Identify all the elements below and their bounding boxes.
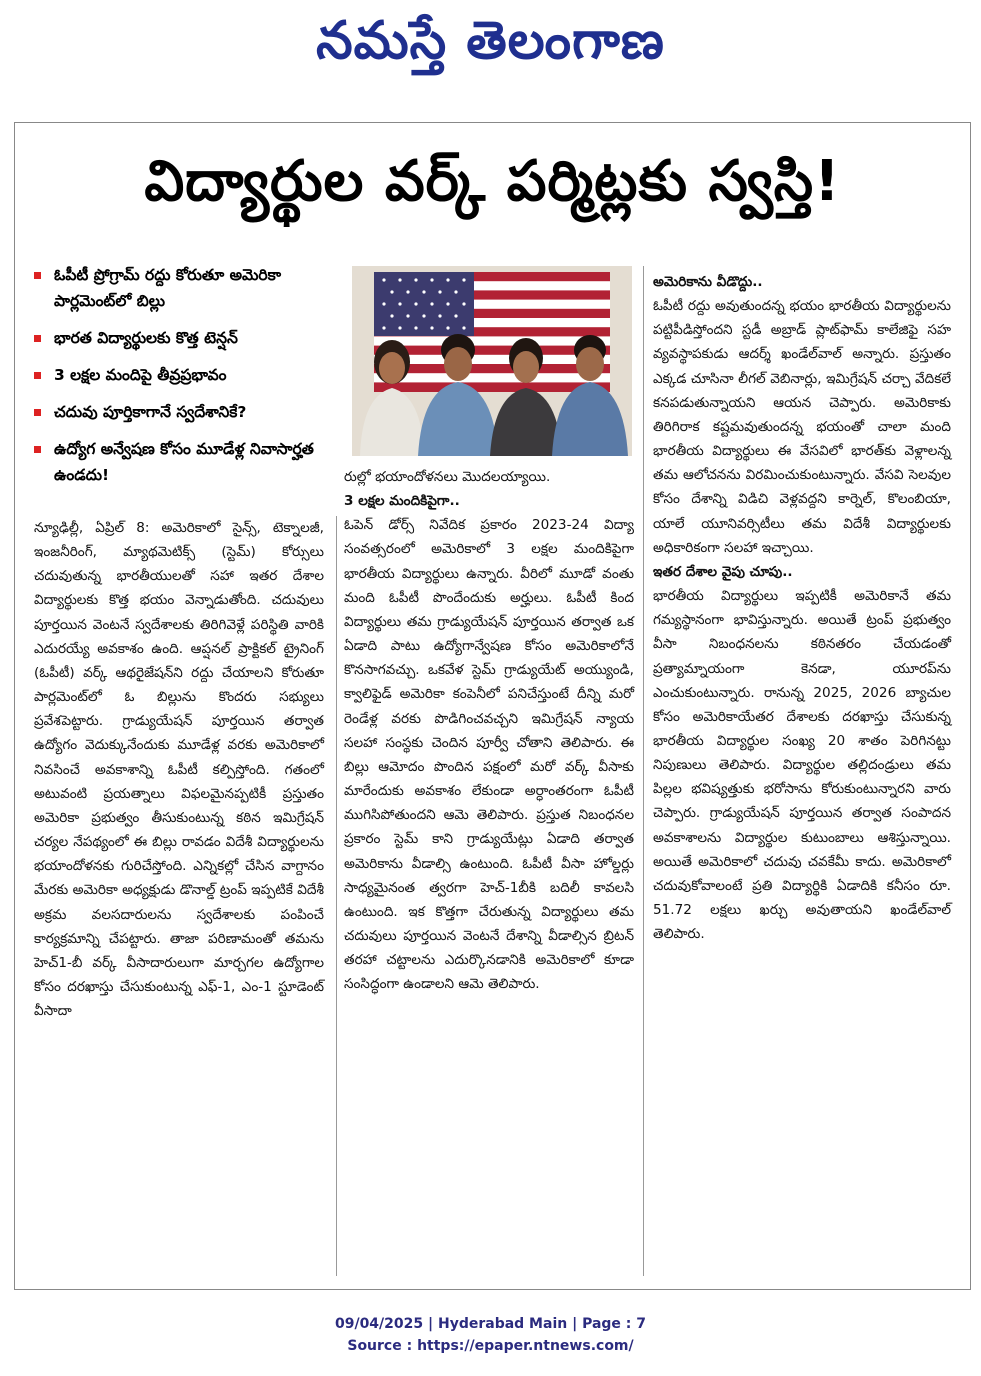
subheading: 3 లక్షల మందికిపైగా.. bbox=[344, 493, 460, 510]
article-paragraph: ఓపెన్ డోర్స్ నివేదిక ప్రకారం 2023-24 విద్యా సంవత్సరంలో అమెరికాలో 3 లక్షల మందికిపైగా భారతీయ విద్యార్థులు ఉన్నారు. వీరిలో మూడో వంతు మంది ఓపీటీ పొందేందుకు అర్హులు. ఓపీటీ కింద విద్యార్థులు తమ గ్రాడ్యుయేషన్ పూర్తయిన తర్వాత ఒక ఏడాది పాటు ఉద్యోగాన్వేషణ కోసం అమెరికాలోనే కొనసాగవచ్చు. ఒకవేళ స్టెమ్ గ్రాడ్యుయేట్ అయ్యుండి, క్వాలిఫైడ్ అమెరికా కంపెనీలో పనిచేస్తుంటే దీన్ని మరో రెండేళ్ల వరకు పొడిగించవచ్చని ఇమిగ్రేషన్ న్యాయ సలహా సంస్థకు చెందిన పూర్వీ చోతాని తెలిపారు. ఈ బిల్లు ఆమోదం పొందిన పక్షంలో మరో వర్క్ వీసాకు మారేందుకు అవకాశం లేకుండా అర్ధాంతరంగా ఓపీటీ ముగిసిపోతుందని ఆమె తెలిపారు. ప్రస్తుత నిబంధనల ప్రకారం స్టెమ్ కాని గ్రాడ్యుయేట్లు ఏడాది తర్వాత అమెరికాను వీడాల్సి ఉంటుంది. ఓపీటీ వీసా హోల్డర్లు సాధ్యమైనంత త్వరగా హెచ్-1బీకి బదిలీ కావలసి ఉంటుంది. ఇక కొత్తగా చేరుతున్న విద్యార్థులు తమ చదువులు పూర్తయిన వెంటనే దేశాన్ని వీడాల్సిన బ్రిటన్ తరహా చట్టాలను ఎదుర్కొనడానికి అమెరికాలో కూడా సంసిద్ధంగా ఉండాలని ఆమె తెలిపారు. bbox=[344, 517, 634, 993]
students-flag-photo bbox=[352, 266, 632, 456]
masthead-logo: నమస్తే తెలంగాణ bbox=[316, 11, 665, 71]
article-paragraph: న్యూఢిల్లీ, ఏప్రిల్ 8: అమెరికాలో సైన్స్, టెక్నాలజీ, ఇంజనీరింగ్, మ్యాథమెటిక్స్ (స్టెమ్) కోర్సులు చదువుతున్న భారతీయులతో సహా ఇతర దేశాల విద్యార్థులకు కొత్త భయం వెన్నాడుతోంది. చదువులు పూర్తయిన వెంటనే స్వదేశాలకు తిరిగివెళ్లే పరిస్థితి వారికి ఎదురయ్యే అవకాశం ఉంది. ఆప్షనల్ ప్రాక్టికల్ ట్రైనింగ్ (ఓపీటీ) వర్క్ ఆథరైజేషన్‌ని రద్దు చేయాలని కోరుతూ పార్లమెంట్‌లో ఓ బిల్లును కొందరు సభ్యులు ప్రవేశపెట్టారు. గ్రాడ్యుయేషన్ పూర్తయిన తర్వాత ఉద్యోగం వెదుక్కునేందుకు మూడేళ్ల వరకు అమెరికాలో నివసించే అవకాశాన్ని ఓపీటీ కల్పిస్తోంది. గతంలో అటువంటి ప్రయత్నాలు విఫలమైనప్పటికీ ప్రస్తుతం అమెరికా ప్రభుత్వం తీసుకుంటున్న కఠిన ఇమిగ్రేషన్ చర్యల నేపథ్యంలో ఈ బిల్లు రావడం విదేశీ విద్యార్థులను భయాందోళనకు గురిచేస్తోంది. ఎన్నికల్లో చేసిన వాగ్దానం మేరకు అమెరికా అధ్యక్షుడు డొనాల్డ్ ట్రంప్ ఇప్పటికే విదేశీ అక్రమ వలసదారులను స్వదేశాలకు పంపించే కార్యక్రమాన్ని చేపట్టారు. తాజా పరిణామంతో తమను హెచ్1-బీ వర్క్ వీసాదారులుగా మార్చగల ఉద్యోగాల కోసం దరఖాస్తు చేసుకుంటున్న ఎఫ్-1, ఎం-1 స్టూడెంట్ వీసాదా bbox=[34, 520, 324, 1020]
highlight-item: ఉద్యోగ అన్వేషణ కోసం మూడేళ్ల నివాసార్హత ఉండదు! bbox=[34, 436, 334, 488]
photo-illustration bbox=[352, 266, 632, 456]
column-divider bbox=[643, 266, 644, 1276]
bullet-square-icon bbox=[34, 409, 41, 416]
bullet-square-icon bbox=[34, 335, 41, 342]
subheading: అమెరికాను వీడొద్దు.. bbox=[653, 274, 763, 290]
article-column-3 bbox=[653, 270, 951, 946]
bullet-square-icon bbox=[34, 272, 41, 279]
column-divider bbox=[336, 516, 337, 1276]
highlight-item: చదువు పూర్తికాగానే స్వదేశానికే? bbox=[34, 399, 334, 425]
highlight-item: 3 లక్షల మందిపై తీవ్రప్రభావం bbox=[34, 362, 334, 388]
footer-edition-info: 09/04/2025 | Hyderabad Main | Page : 7 bbox=[334, 1316, 647, 1332]
highlights-list bbox=[34, 262, 334, 499]
highlight-item: ఓపీటీ ప్రోగ్రామ్ రద్దు కోరుతూ అమెరికా పార్లమెంట్‌లో బిల్లు bbox=[34, 262, 334, 314]
highlight-item: భారత విద్యార్థులకు కొత్త టెన్షన్ bbox=[34, 325, 334, 351]
footer-source-link[interactable]: Source : https://epaper.ntnews.com/ bbox=[347, 1338, 634, 1354]
bullet-square-icon bbox=[34, 372, 41, 379]
article-column-2 bbox=[344, 465, 634, 996]
bullet-square-icon bbox=[34, 446, 41, 453]
article-paragraph: భారతీయ విద్యార్థులు ఇప్పటికీ అమెరికానే తమ గమ్యస్థానంగా భావిస్తున్నారు. అయితే ట్రంప్ ప్రభుత్వం వీసా నిబంధనలను కఠినతరం చేయడంతో ప్రత్యామ్నాయంగా కెనడా, యూరప్‌ను ఎంచుకుంటున్నారు. రానున్న 2025, 2026 బ్యాచుల కోసం అమెరికాయేతర దేశాలకు దరఖాస్తు చేసుకున్న భారతీయ విద్యార్థుల సంఖ్య 20 శాతం పెరిగినట్టు నిపుణులు తెలిపారు. విద్యార్థుల తల్లిదండ్రులు తమ పిల్లల భవిష్యత్తుకు భరోసాను కోరుకుంటున్నారని వారు చెప్పారు. గ్రాడ్యుయేషన్ పూర్తయిన తర్వాత సంపాదన అవకాశాలను విద్యార్థుల కుటుంబాలు ఆశిస్తున్నాయి. అయితే అమెరికాలో చదువు చవకేమీ కాదు. అమెరికాలో చదువుకోవాలంటే ప్రతి విద్యార్థికి ఏడాదికి కనీసం రూ. 51.72 లక్షలు ఖర్చు అవుతాయని ఖండేల్‌వాల్ తెలిపారు. bbox=[653, 588, 951, 943]
article-column-1 bbox=[34, 516, 324, 1023]
headline: విద్యార్థుల వర్క్ పర్మిట్లకు స్వస్తి! bbox=[144, 149, 841, 214]
article-paragraph: ఓపీటీ రద్దు అవుతుందన్న భయం భారతీయ విద్యార్థులను పట్టిపీడిస్తోందని స్టడీ అబ్రాడ్ ప్లాట్‌ఫామ్ కాలేజిఫై సహ వ్యవస్థాపకుడు ఆదర్శ్ ఖండేల్‌వాల్ అన్నారు. ప్రస్తుతం ఎక్కడ చూసినా లీగల్ వెబినార్లు, ఇమిగ్రేషన్ చర్చా వేదికలే కనపడుతున్నాయని ఆయన చెప్పారు. అమెరికాకు తిరిగిరాక కష్టమవుతుందన్న భయంతో చాలా మంది భారతీయ విద్యార్థులు ఈ వేసవిలో భారత్‌కు వెళ్లాలన్న తమ ఆలోచనను విరమించుకుంటున్నారు. వేసవి సెలవుల కోసం దేశాన్ని విడిచి వెళ్లవద్దని కార్నెల్, కొలంబియా, యాలే యూనివర్సిటీలు తమ విదేశీ విద్యార్థులకు అధికారికంగా సలహా ఇచ్చాయి. bbox=[653, 298, 951, 556]
subheading: ఇతర దేశాల వైపు చూపు.. bbox=[653, 563, 793, 580]
article-paragraph: రుల్లో భయాందోళనలు మొదలయ్యాయి. bbox=[344, 469, 551, 485]
